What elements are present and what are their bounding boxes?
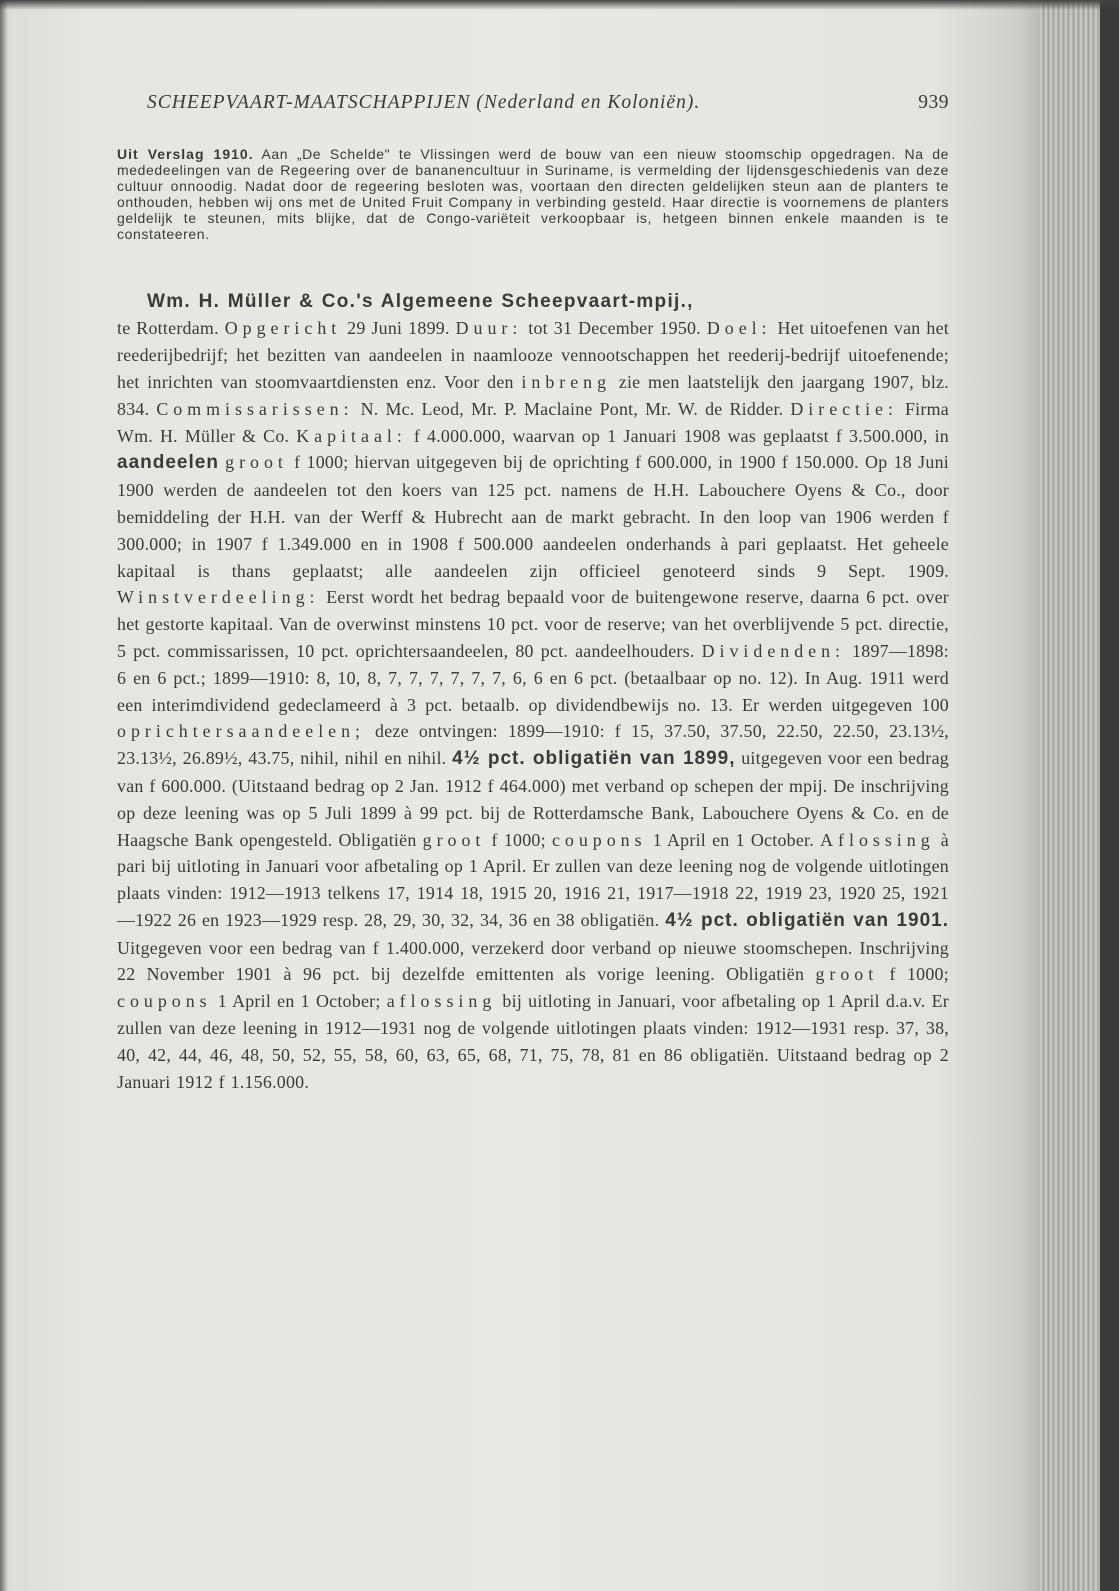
label-coupons: coupons (117, 991, 212, 1012)
book-spine-shadow (1100, 0, 1119, 1591)
entry-text: N. Mc. Leod, Mr. P. Maclaine Pont, Mr. W. de Ridder. (360, 398, 784, 419)
entry-text: zie men laatstelijk den jaargang 1907, blz. 834. (117, 371, 949, 419)
label-groot: groot (815, 964, 879, 985)
entry-text: bij uitloting in Januari, voor afbetaling op 1 April d.a.v. Er zullen van deze leening in 1912—1931 nog de volgende uitlotingen plaats vinden: 1912—1931 resp. 37, 38, 40, 42, 44, 46, 48, 50, 52, 55, 58, 60, 63, 65, 68, 71, 75, 78, 81 en 86 obligatiën. Uitstaand bedrag op 2 Januari 1912 f 1.156.000. (117, 991, 949, 1092)
page-edges (1040, 0, 1100, 1591)
entry-text: 1897—1898: 6 en 6 pct.; 1899—1910: 8, 10, 8, 7, 7, 7, 7, 7, 7, 6, 6 en 6 pct. (betaalbaar op no. 12). In Aug. 1911 werd een interimdividend gedeclameerd à 3 pct. betaalb. op dividendbewijs no. 13. Er werden uitgegeven 100 (117, 640, 949, 715)
entry-text: Firma Wm. H. Müller & Co. (117, 398, 949, 446)
running-head-title: SCHEEPVAART-MAATSCHAPPIJEN (Nederland en Koloniën). (147, 92, 701, 113)
entry-text: 1 April en 1 October; (217, 991, 381, 1012)
label-aandeelen: aandeelen (117, 452, 219, 474)
label-duur: Duur: (455, 318, 523, 339)
label-aflossing: Aflossing (820, 829, 935, 850)
running-head (147, 92, 949, 114)
entry-text: f 1000; (889, 964, 949, 985)
label-opgericht: Opgericht (224, 318, 342, 339)
entry-text: à pari bij uitloting in Januari voor afbetaling op 1 April. Er zullen van deze leening nog de volgende uitlotingen plaats vinden: 1912—1913 telkens 17, 1914 18, 1915 20, 1916 21, 1917—1918 22, 1919 23, 1920 25, 1921—1922 26 en 1923—1929 resp. 28, 29, 30, 32, 34, 36 en 38 obligatiën. (117, 829, 949, 930)
label-kapitaal: Kapitaal: (296, 425, 407, 446)
entry-text: uitgegeven voor een bedrag van f 600.000. (Uitstaand bedrag op 2 Jan. 1912 f 464.000) met verband op schepen der mpij. De inschrijving op deze leening was op 5 Juli 1899 à 99 pct. bij de Rotterdamsche Bank, Labouchere Oyens & Co. en de Haagsche Bank opengesteld. Obligatiën (117, 748, 949, 850)
label-winstverdeeling: Winstverdeeling: (117, 587, 320, 608)
entry-text: f 4.000.000, waarvan op 1 Januari 1908 was geplaatst f 3.500.000, in (413, 425, 949, 446)
label-inbreng: inbreng (521, 371, 612, 392)
entry-text: te Rotterdam. (117, 318, 219, 339)
entry-text: tot 31 December 1950. (528, 318, 701, 339)
label-oprichtersaandeelen: oprichtersaandeelen; (117, 721, 366, 742)
entry-text: f 1000; (491, 829, 546, 850)
entry-text: 29 Juni 1899. (347, 318, 450, 339)
label-commissarissen: Commissarissen: (156, 398, 354, 419)
label-obligatien-1899: 4½ pct. obligatiën van 1899, (452, 748, 736, 770)
report-text: Aan „De Schelde" te Vlissingen werd de bouw van een nieuw stoomschip opgedragen. Na de mededeelingen van de Regeering over de bananencultuur in Suriname, is vermelding der lijdensgeschiedenis van deze cultuur onnoodig. Nadat door de regeering besloten was, voortaan den directen geldelijken steun aan de planters te onthouden, hebben wij ons met de United Fruit Company in verbinding gesteld. Haar directie is voornemens de planters geldelijk te steunen, mits blijke, dat de Congo-variëteit verkoopbaar is, hetgeen binnen enkele maanden is te constateeren. (117, 146, 950, 243)
label-directie: Directie: (790, 398, 898, 419)
report-lead: Uit Verslag 1910. (117, 146, 254, 162)
annual-report-excerpt (117, 146, 949, 243)
company-heading: Wm. H. Müller & Co.'s Algemeene Scheepvaart-mpij., (147, 290, 694, 312)
company-entry (117, 289, 949, 1096)
entry-text: deze ontvingen: 1899—1910: f 15, 37.50, 37.50, 22.50, 22.50, 23.13½, 23.13½, 26.89½, 43.75, nihil, nihil en nihil. (117, 721, 949, 769)
label-groot: groot (225, 452, 288, 473)
page-content (117, 92, 949, 1095)
label-doel: Doel: (706, 318, 772, 339)
entry-text: 1 April en 1 October. (652, 829, 814, 850)
entry-text: Eerst wordt het bedrag bepaald voor de buitengewone reserve, daarna 6 pct. over het gestorte kapitaal. Van de overwinst minstens 10 pct. voor de reserve; van het overblijvende 5 pct. directie, 5 pct. commissarissen, 10 pct. oprichtersaandeelen, 80 pct. aandeelhouders. (117, 587, 949, 661)
label-coupons: coupons (551, 829, 647, 850)
entry-text: Uitgegeven voor een bedrag van f 1.400.000, verzekerd door verband op nieuwe stoomschepen. Inschrijving 22 November 1901 à 96 pct. bij dezelfde emittenten als vorige leening. Obligatiën (117, 937, 949, 985)
left-shadow (0, 0, 8, 1591)
label-aflossing: aflossing (386, 991, 497, 1012)
label-dividenden: Dividenden: (701, 640, 846, 661)
entry-text: Het uitoefenen van het reederijbedrijf; het bezitten van aandeelen in naamlooze vennootschappen het reederij-bedrijf uitoefenende; het inrichten van stoomvaartdiensten enz. Voor den (117, 318, 949, 392)
top-shadow (0, 0, 1119, 10)
entry-text: f 1000; hiervan uitgegeven bij de oprichting f 600.000, in 1900 f 150.000. Op 18 Juni 1900 werden de aandeelen tot den koers van 125 pct. namens de H.H. Labouchere Oyens & Co., door bemiddeling der H.H. van der Werff & Hubrecht aan de markt gebracht. In den loop van 1906 werden f 300.000; in 1907 f 1.349.000 en in 1908 f 500.000 aandeelen onderhands à pari geplaatst. Het geheele kapitaal is thans geplaatst; alle aandeelen zijn officieel genoteerd sinds 9 Sept. 1909. (117, 452, 950, 581)
label-groot: groot (422, 829, 486, 850)
label-obligatien-1901: 4½ pct. obligatiën van 1901. (665, 909, 949, 931)
page-number: 939 (918, 92, 949, 113)
